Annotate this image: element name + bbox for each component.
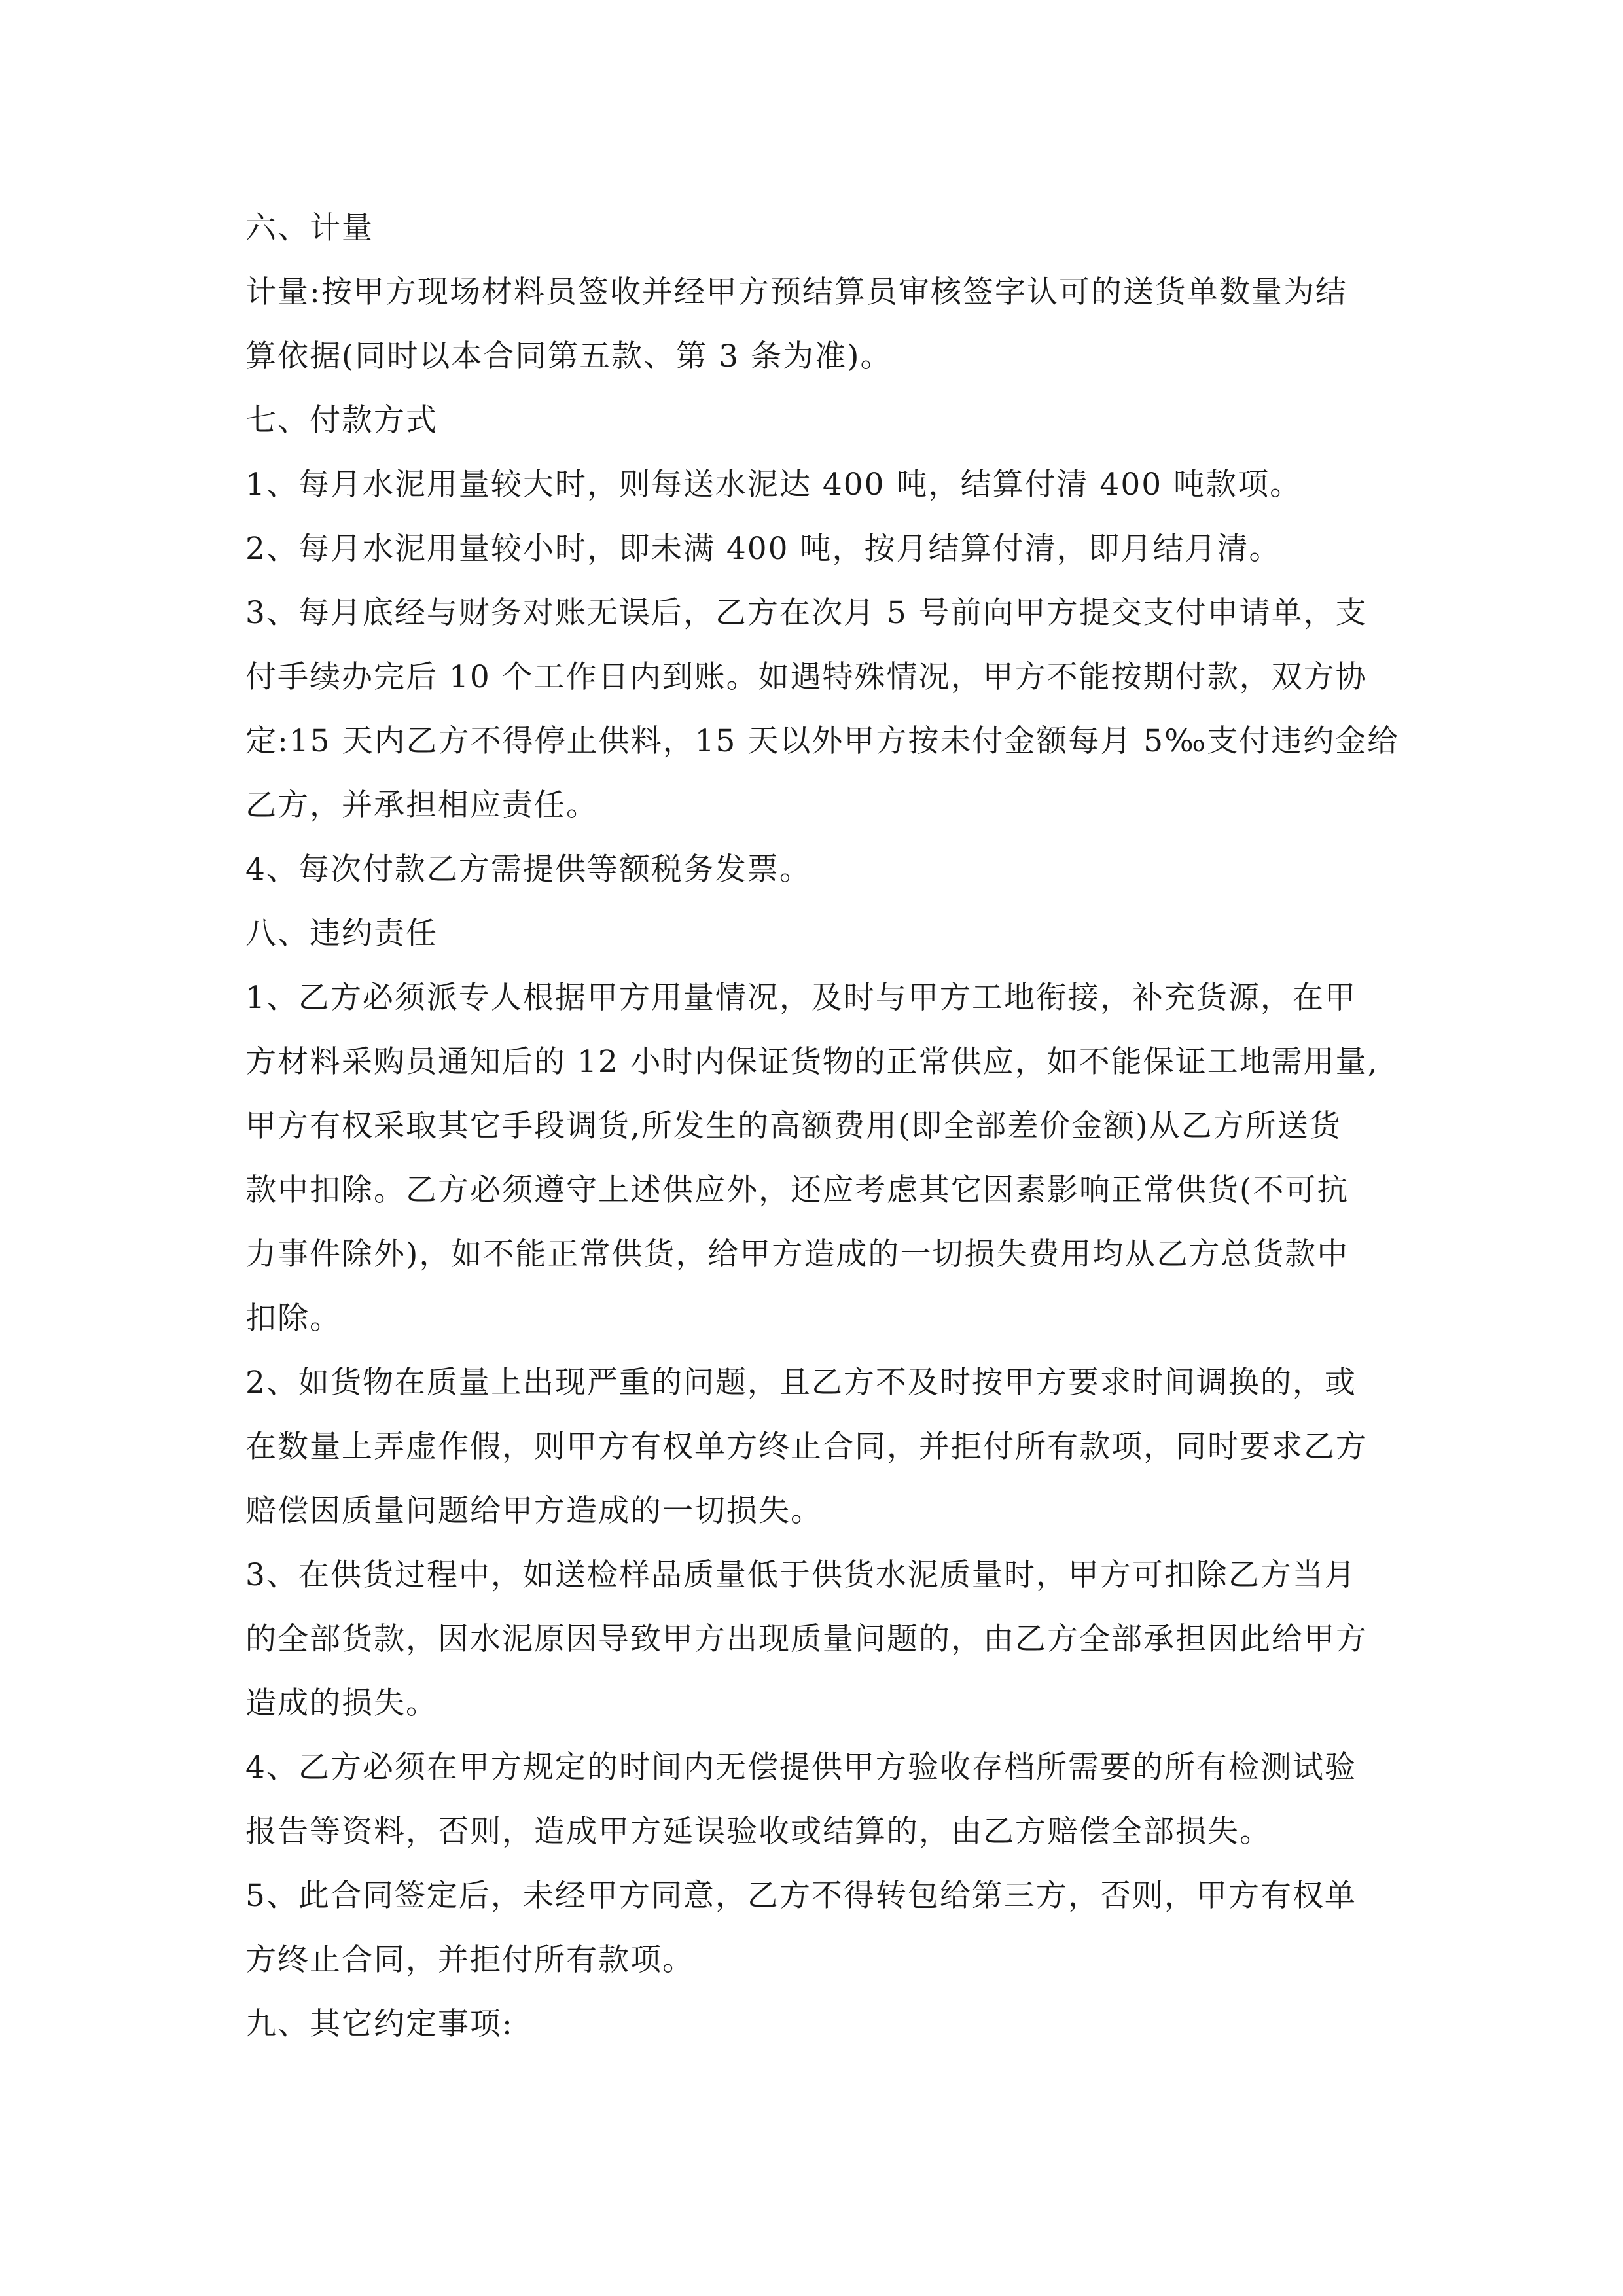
liability-item-1-line: 款中扣除。乙方必须遵守上述供应外，还应考虑其它因素影响正常供货(不可抗 <box>245 1172 1349 1208</box>
payment-item-3-line: 3、每月底经与财务对账无误后，乙方在次月 5 号前向甲方提交支付申请单，支 <box>245 595 1368 631</box>
document-page <box>245 196 1400 2056</box>
section-heading-metering: 六、计量 <box>245 210 374 246</box>
payment-item-2: 2、每月水泥用量较小时，即未满 400 吨，按月结算付清，即月结月清。 <box>245 531 1281 567</box>
liability-item-1-line: 力事件除外)，如不能正常供货，给甲方造成的一切损失费用均从乙方总货款中 <box>245 1236 1349 1272</box>
section-heading-liability: 八、违约责任 <box>245 916 438 952</box>
liability-item-4-line: 报告等资料，否则，造成甲方延误验收或结算的，由乙方赔偿全部损失。 <box>245 1814 1272 1850</box>
liability-item-1-line: 甲方有权采取其它手段调货,所发生的高额费用(即全部差价金额)从乙方所送货 <box>245 1108 1342 1144</box>
liability-item-3-line: 的全部货款，因水泥原因导致甲方出现质量问题的，由乙方全部承担因此给甲方 <box>245 1621 1368 1657</box>
payment-item-3-line: 乙方，并承担相应责任。 <box>245 787 598 823</box>
liability-item-5-line: 方终止合同，并拒付所有款项。 <box>245 1942 694 1978</box>
section-heading-other-terms: 九、其它约定事项: <box>245 2006 514 2042</box>
payment-item-3-line: 定:15 天内乙方不得停止供料，15 天以外甲方按未付金额每月 5‰支付违约金给 <box>245 723 1400 759</box>
liability-item-3-line: 造成的损失。 <box>245 1685 438 1721</box>
payment-item-4: 4、每次付款乙方需提供等额税务发票。 <box>245 852 812 888</box>
payment-item-3-line: 付手续办完后 10 个工作日内到账。如遇特殊情况，甲方不能按期付款，双方协 <box>245 659 1368 695</box>
liability-item-1-line: 扣除。 <box>245 1300 342 1336</box>
liability-item-4-line: 4、乙方必须在甲方规定的时间内无偿提供甲方验收存档所需要的所有检测试验 <box>245 1749 1357 1785</box>
liability-item-5-line: 5、此合同签定后，未经甲方同意，乙方不得转包给第三方，否则，甲方有权单 <box>245 1878 1357 1914</box>
liability-item-3-line: 3、在供货过程中，如送检样品质量低于供货水泥质量时，甲方可扣除乙方当月 <box>245 1557 1357 1593</box>
liability-item-2-line: 2、如货物在质量上出现严重的问题，且乙方不及时按甲方要求时间调换的，或 <box>245 1365 1357 1401</box>
liability-item-2-line: 在数量上弄虚作假，则甲方有权单方终止合同，并拒付所有款项，同时要求乙方 <box>245 1429 1368 1465</box>
payment-item-1: 1、每月水泥用量较大时，则每送水泥达 400 吨，结算付清 400 吨款项。 <box>245 467 1302 503</box>
metering-text-line: 算依据(同时以本合同第五款、第 3 条为准)。 <box>245 338 893 374</box>
liability-item-2-line: 赔偿因质量问题给甲方造成的一切损失。 <box>245 1493 823 1529</box>
liability-item-1-line: 方材料采购员通知后的 12 小时内保证货物的正常供应，如不能保证工地需用量, <box>245 1044 1379 1080</box>
metering-text-line: 计量:按甲方现场材料员签收并经甲方预结算员审核签字认可的送货单数量为结 <box>245 274 1347 310</box>
section-heading-payment: 七、付款方式 <box>245 403 438 439</box>
liability-item-1-line: 1、乙方必须派专人根据甲方用量情况，及时与甲方工地衔接，补充货源，在甲 <box>245 980 1357 1016</box>
